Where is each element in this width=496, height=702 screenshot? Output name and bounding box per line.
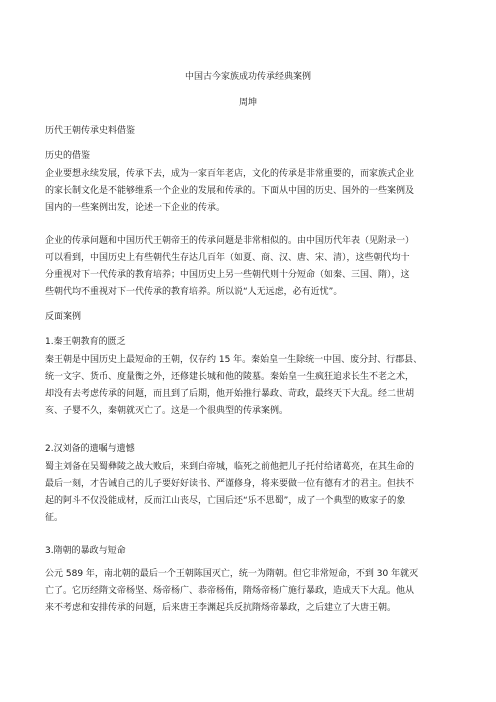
paragraph-line: 来不考虑和安排传承的问题，后来唐王李渊起兵反抗隋炀帝暴政，之后建立了大唐王朝。	[45, 603, 397, 613]
case-heading-sui: 3.隋朝的暴政与短命	[45, 546, 126, 556]
case-body-liu-bei	[45, 459, 455, 527]
paragraph-line: 统一文字、货币、度量衡之外，还修建长城和他的陵墓。秦始皇一生疯狂追求长生不老之术，	[45, 372, 415, 382]
section-heading-historical-dynasties: 历代王朝传承史料借鉴	[45, 126, 136, 136]
paragraph-line: 国内的一些案例出发，论述一下企业的传承。	[45, 203, 226, 213]
paragraph-line: 可以看到，中国历史上有些朝代生存达几百年（如夏、商、汉、唐、宋、清），这些朝代均十	[45, 253, 410, 263]
case-heading-liu-bei: 2.汉刘备的遗嘱与遗憾	[45, 444, 135, 454]
subsection-heading-history-lessons: 历史的借鉴	[45, 151, 91, 161]
paragraph-intro	[45, 166, 455, 217]
paragraph-line: 蜀主刘备在吴蜀彝陵之战大败后，来到白帝城，临死之前他把儿子托付给诸葛亮，在其生命的	[45, 462, 415, 472]
case-body-qin	[45, 352, 455, 420]
paragraph-line: 的家长制文化是不能够维系一个企业的发展和传承的。下面从中国的历史、国外的一些案例及	[45, 186, 415, 196]
paragraph-line: 最后一刻，才告诫自己的儿子要好好读书、严谨修身，将来要做一位有德有才的君主。但扶不	[45, 479, 415, 489]
section-heading-negative-cases: 反面案例	[45, 312, 82, 322]
document-title: 中国古今家族成功传承经典案例	[184, 72, 311, 82]
case-heading-qin: 1.秦王朝教育的匮乏	[45, 337, 126, 347]
paragraph-line: 企业的传承问题和中国历代王朝帝王的传承问题是非常相似的。由中国历代年表（见附录一）	[45, 236, 415, 246]
paragraph-line: 亥、子婴不久，秦朝就灭亡了。这是一个很典型的传承案例。	[45, 406, 289, 416]
paragraph-line: 企业要想永续发展，传承下去，成为一家百年老店，文化的传承是非常重要的，而家族式企业	[45, 169, 415, 179]
document-author: 周坤	[238, 98, 257, 108]
paragraph-line: 些朝代均不重视对下一代传承的教育培养。所以说“人无远虑，必有近忧”。	[45, 287, 343, 297]
paragraph-line: 起的阿斗不仅没能成材，反而江山丧尽，亡国后还“乐不思蜀”，成了一个典型的败家子的象	[45, 496, 406, 506]
paragraph-line: 分重视对下一代传承的教育培养；中国历史上另一些朝代则十分短命（如秦、三国、隋），这	[45, 270, 410, 280]
paragraph-dynasty-comparison	[45, 233, 455, 301]
case-body-sui	[45, 566, 455, 617]
paragraph-line: 征。	[45, 513, 64, 523]
paragraph-line: 亡了。它历经隋文帝杨坚、炀帝杨广、恭帝杨侑，隋炀帝杨广施行暴政，造成天下大乱。他从	[45, 586, 415, 596]
paragraph-line: 却没有去考虑传承的问题，而且到了后期，他开始推行暴政、苛政，最终天下大乱。经二世胡	[45, 389, 415, 399]
paragraph-line: 公元 589 年，南北朝的最后一个王朝陈国灭亡，统一为隋朝。但它非常短命，不到 30 年就灭	[45, 569, 419, 579]
paragraph-line: 秦王朝是中国历史上最短命的王朝，仅存约 15 年。秦始皇一生除统一中国、废分封、行郡县、	[45, 355, 423, 365]
